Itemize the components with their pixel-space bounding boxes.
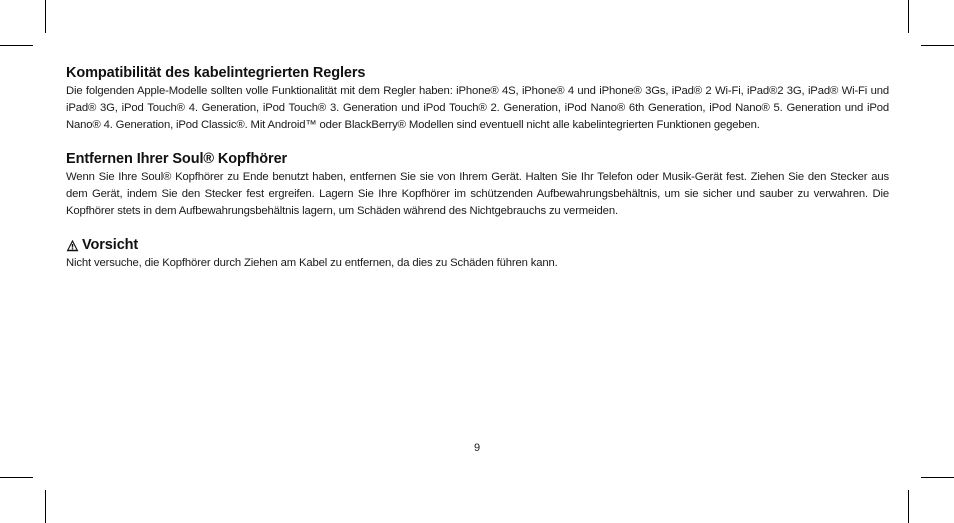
page-number: 9: [473, 442, 481, 454]
page-content: [66, 64, 889, 288]
crop-mark-top-left-vertical: [45, 0, 46, 33]
crop-mark-bottom-left-horizontal: [0, 477, 33, 478]
section-body: Wenn Sie Ihre Soul® Kopfhörer zu Ende benutzt haben, entfernen Sie sie von Ihrem Gerät. Halten Sie Ihr Telefon oder Musik-Gerät fest. Ziehen Sie den Stecker aus dem Gerät, indem Sie den Stecker fest ergreifen. Lagern Sie Ihre Kopfhörer im schützenden Aufbewahrungsbehältnis, um sie sicher und sauber zu verwahren. Die Kopfhörer stets in dem Aufbewahrungsbehältnis lagern, um Schäden während des Nichtgebrauchs zu vermeiden.: [66, 171, 889, 217]
section-heading: Entfernen Ihrer Soul® Kopfhörer: [66, 151, 288, 167]
section-body: Die folgenden Apple-Modelle sollten volle Funktionalität mit dem Regler haben: iPhone® 4S, iPhone® 4 und iPhone® 3Gs, iPad® 2 Wi-Fi, iPad®2 3G, iPad® Wi-Fi und iPad® 3G, iPod Touch® 4. Generation, iPod Touch® 3. Generation und iPod Touch® 2. Generation, iPod Nano® 6th Generation, iPod Nano® 5. Generation und iPod Nano® 4. Generation, iPod Classic®. Mit Android™ oder BlackBerry® Modellen sind eventuell nicht alle kabelintegrierten Funktionen gegeben.: [66, 85, 889, 131]
crop-mark-bottom-left-vertical: [45, 490, 46, 523]
crop-mark-top-right-horizontal: [921, 45, 954, 46]
section-heading: Kompatibilität des kabelintegrierten Reglers: [66, 65, 366, 81]
section-removal: [66, 150, 889, 220]
crop-mark-bottom-right-horizontal: [921, 477, 954, 478]
section-compatibility: [66, 64, 889, 134]
crop-mark-top-left-horizontal: [0, 45, 33, 46]
section-caution: [66, 236, 889, 272]
crop-mark-top-right-vertical: [908, 0, 909, 33]
section-heading: Vorsicht: [82, 237, 139, 253]
crop-mark-bottom-right-vertical: [908, 490, 909, 523]
warning-triangle-icon: [66, 239, 79, 252]
section-body: Nicht versuche, die Kopfhörer durch Ziehen am Kabel zu entfernen, da dies zu Schäden führen kann.: [66, 257, 558, 269]
caution-heading-row: [66, 236, 889, 255]
